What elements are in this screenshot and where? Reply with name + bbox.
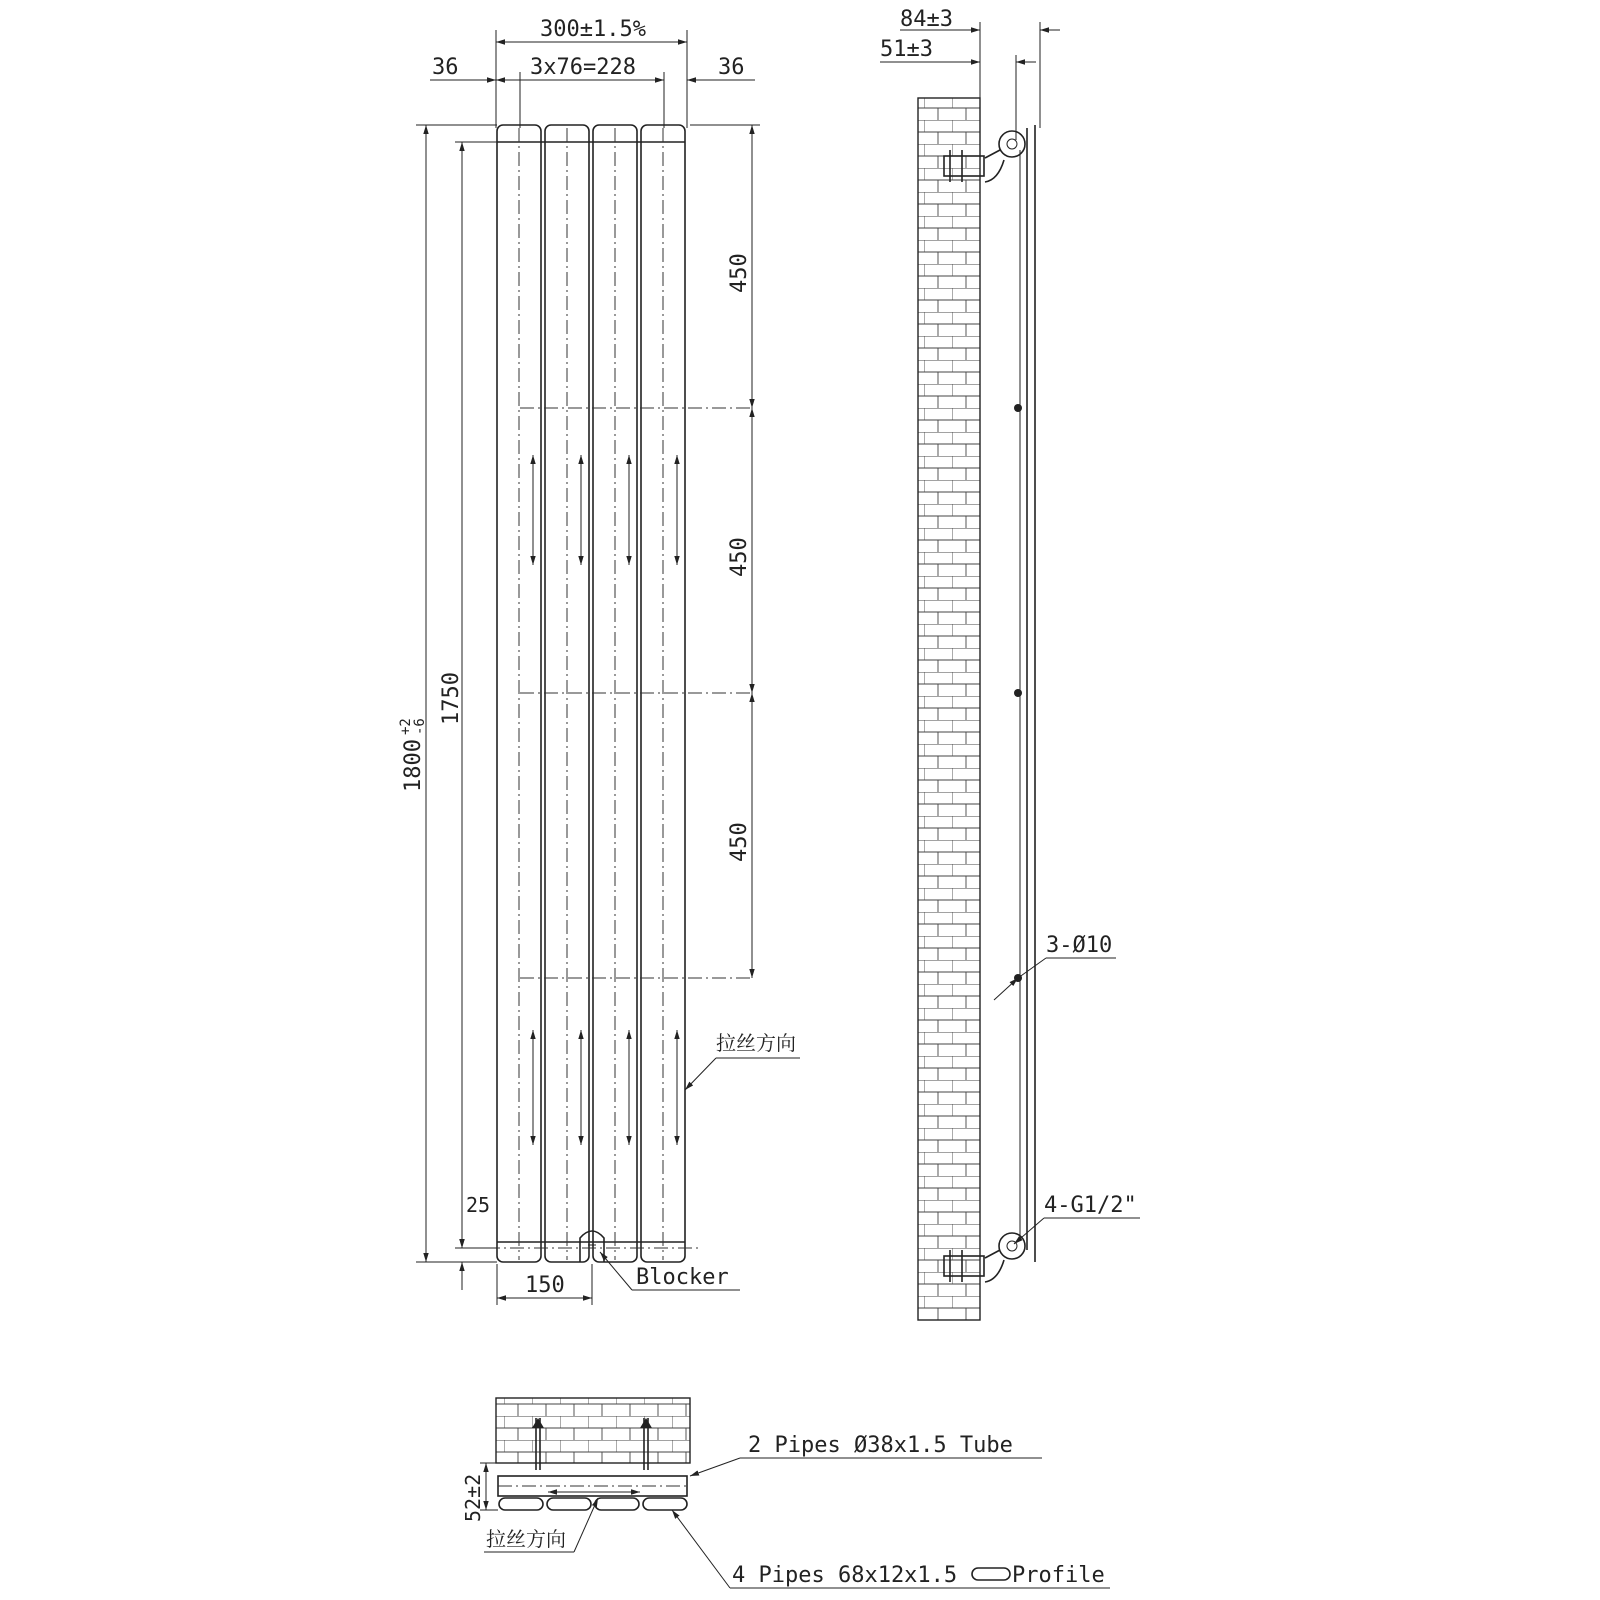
front-view (398, 17, 800, 1305)
connections-label: 4-G1/2" (1044, 1193, 1137, 1218)
blocker-callout (600, 1252, 740, 1290)
tube-label: 2 Pipes Ø38x1.5 Tube (748, 1433, 1013, 1458)
top-brushing-callout (484, 1498, 598, 1552)
bottom-offset-text: 25 (466, 1193, 491, 1217)
inner-height-dimension (439, 142, 497, 1248)
side-view (880, 7, 1140, 1320)
brushing-direction-callout (685, 1031, 800, 1090)
bottom-width-text: 150 (525, 1273, 565, 1298)
segment-2-text: 450 (727, 537, 752, 577)
blocker-shape (580, 1231, 604, 1262)
blocker-label: Blocker (636, 1265, 729, 1290)
bracket-spacing-dimensions (690, 125, 760, 978)
margin-and-spacing-dimension (430, 55, 755, 128)
profile-label: 4 Pipes 68x12x1.5 (732, 1563, 958, 1588)
panel-spacing-text: 3x76=228 (530, 55, 636, 80)
tube-callout (690, 1433, 1042, 1476)
brick-wall (918, 98, 980, 1320)
left-margin-text: 36 (432, 55, 459, 80)
profile-icon (972, 1568, 1010, 1580)
top-depth-text: 52±2 (461, 1473, 485, 1522)
top-brushing-label: 拉丝方向 (486, 1527, 566, 1551)
holes-label: 3-Ø10 (1046, 933, 1113, 958)
brushing-direction-label: 拉丝方向 (716, 1031, 796, 1055)
profile-suffix: Profile (1012, 1563, 1105, 1588)
top-view (461, 1398, 1110, 1588)
right-margin-text: 36 (718, 55, 745, 80)
total-depth-text: 84±3 (900, 7, 953, 32)
inner-height-text: 1750 (439, 672, 464, 725)
overall-width-text: 300±1.5% (540, 17, 646, 42)
top-view-wall (496, 1398, 690, 1463)
profile-callout (672, 1510, 1110, 1588)
segment-3-text: 450 (727, 822, 752, 862)
radiator-panels (462, 125, 750, 1262)
bottom-width-dimension (497, 1264, 592, 1305)
height-tolerance-lower: -6 (412, 718, 428, 735)
top-depth-dimension (461, 1463, 498, 1522)
bottom-offset-dimension (462, 1193, 490, 1290)
bracket-depth-text: 51±3 (880, 37, 933, 62)
segment-1-text: 450 (727, 253, 752, 293)
brushing-arrows (533, 455, 677, 1145)
height-tolerance-upper: +2 (398, 718, 414, 735)
overall-height-text: 1800 (401, 739, 426, 792)
holes-callout (994, 933, 1116, 1000)
connections-callout (1014, 1193, 1140, 1244)
